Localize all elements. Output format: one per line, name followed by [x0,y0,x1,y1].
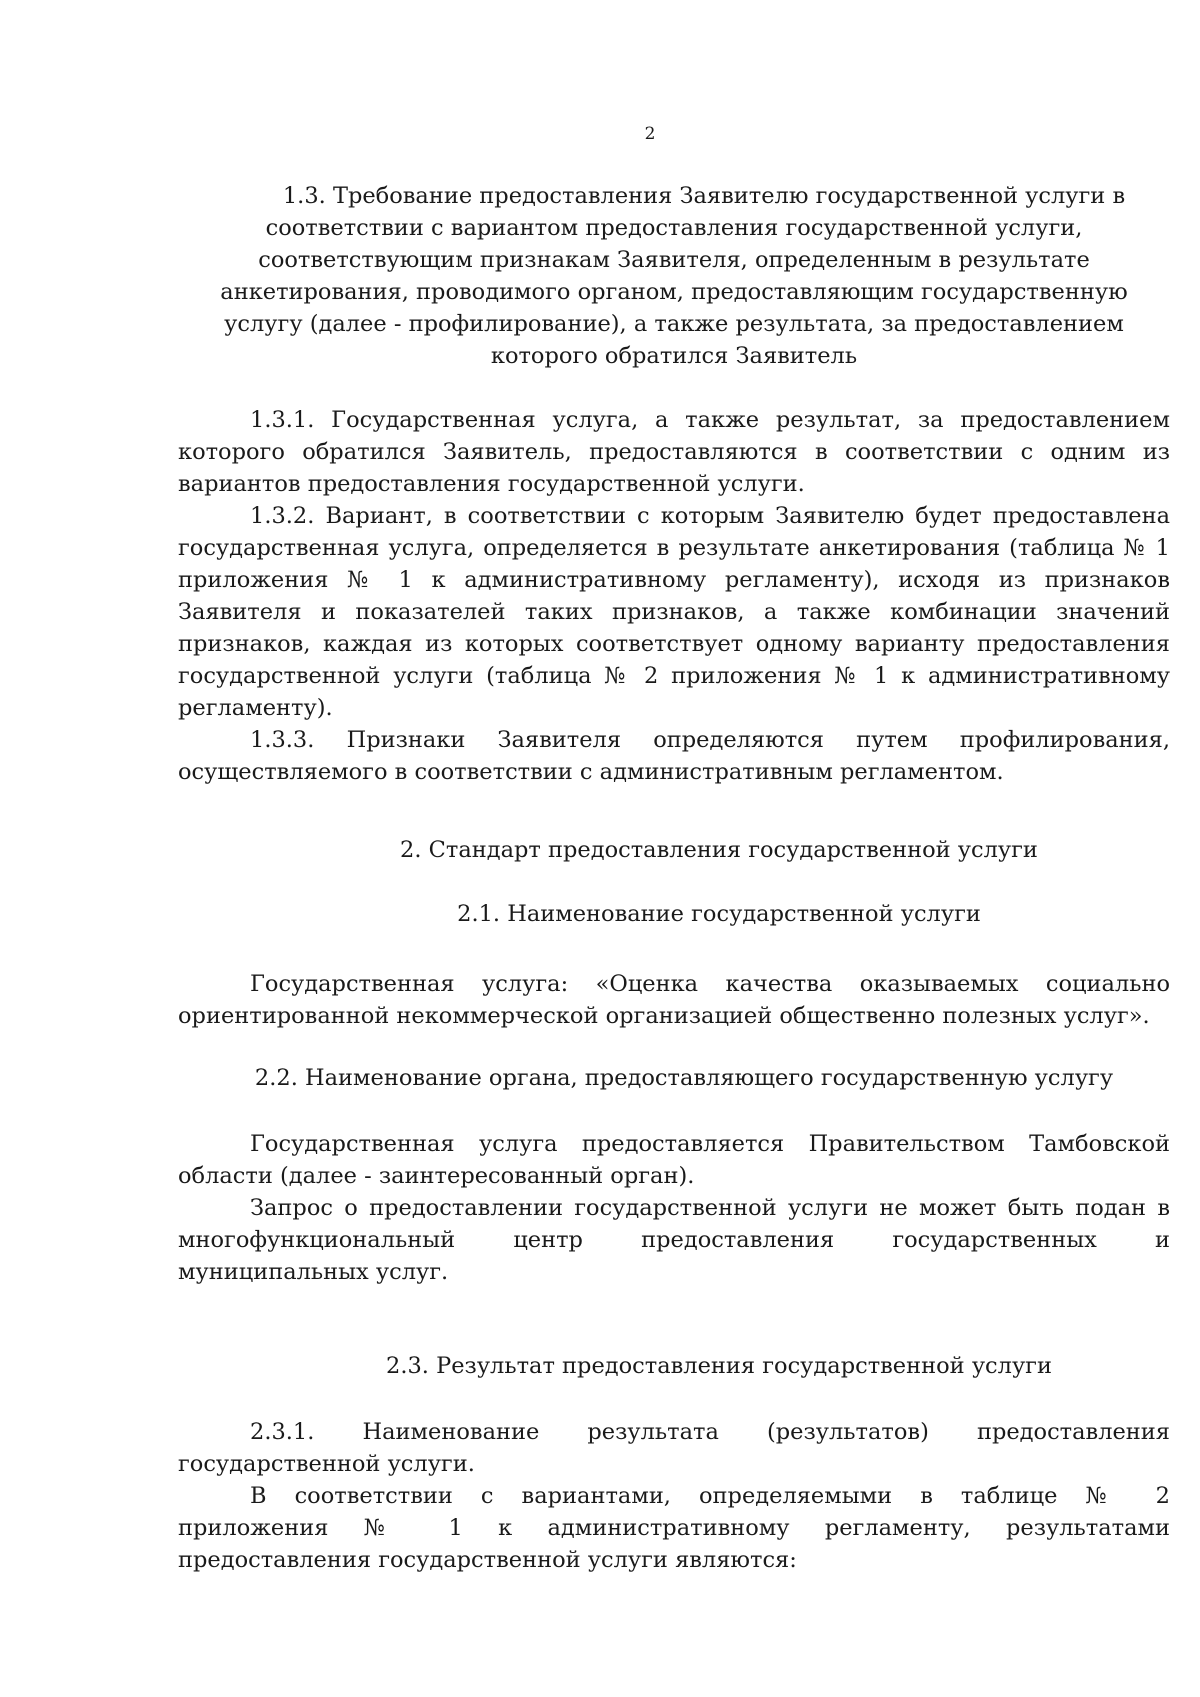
heading-line: услугу (далее - профилирование), а также результата, за предоставлением [224,311,1124,337]
text-line: государственная услуга, определяется в результате анкетирования (таблица № 1 [178,535,1170,561]
document-body [178,180,1170,1576]
text-line: В соответствии с вариантами, определяемыми в таблице № 2 [250,1483,1170,1509]
paragraph-1-3-2 [178,500,1170,724]
paragraph-1-3-3 [178,724,1170,788]
section-2-3-title: 2.3. Результат предоставления государственной услуги [386,1353,1052,1379]
text-line: приложения № 1 к административному регламенту), исходя из признаков [178,567,1170,593]
text-line: которого обратился Заявитель, предоставляются в соответствии с одним из [178,439,1170,465]
heading-line: соответствующим признакам Заявителя, определенным в результате [258,247,1090,273]
text-line: предоставления государственной услуги являются: [178,1547,797,1573]
heading-line: которого обратился Заявитель [490,343,858,369]
heading-line: 1.3. Требование предоставления Заявителю государственной услуги в [282,183,1126,209]
section-2-title: 2. Стандарт предоставления государственной услуги [400,837,1038,863]
text-line: области (далее - заинтересованный орган). [178,1163,695,1189]
text-line: регламенту). [178,695,333,721]
paragraph-2-1 [178,968,1170,1032]
text-line: ориентированной некоммерческой организацией общественно полезных услуг». [178,1003,1150,1029]
text-line: осуществляемого в соответствии с административным регламентом. [178,759,1004,785]
text-line: признаков, каждая из которых соответствует одному варианту предоставления [178,631,1170,657]
text-line: 1.3.1. Государственная услуга, а также результат, за предоставлением [250,407,1170,433]
text-line: Государственная услуга предоставляется Правительством Тамбовской [250,1131,1170,1157]
paragraph-2-2-2 [178,1192,1170,1288]
text-line: 1.3.3. Признаки Заявителя определяются путем профилирования, [250,727,1170,753]
text-line: муниципальных услуг. [178,1259,449,1285]
text-line: Запрос о предоставлении государственной услуги не может быть подан в [250,1195,1170,1221]
paragraph-1-3-1 [178,404,1170,500]
text-line: государственной услуги (таблица № 2 приложения № 1 к административному [178,663,1170,689]
text-line: вариантов предоставления государственной услуги. [178,471,805,497]
section-1-3-heading [178,180,1170,372]
paragraph-2-2-1 [178,1128,1170,1192]
paragraph-2-3-2 [178,1480,1170,1576]
text-line: Заявителя и показателей таких признаков, а также комбинации значений [178,599,1170,625]
page-number: 2 [644,124,656,144]
heading-line: соответствии с вариантом предоставления государственной услуги, [265,215,1083,241]
heading-line: анкетирования, проводимого органом, предоставляющим государственную [220,279,1128,305]
section-2-1-title: 2.1. Наименование государственной услуги [457,901,981,927]
text-line: приложения № 1 к административному регламенту, результатами [178,1515,1170,1541]
text-line: государственной услуги. [178,1451,475,1477]
text-line: Государственная услуга: «Оценка качества оказываемых социально [250,971,1170,997]
text-line: 2.3.1. Наименование результата (результатов) предоставления [250,1419,1170,1445]
text-line: 1.3.2. Вариант, в соответствии с которым Заявителю будет предоставлена [250,503,1170,529]
paragraph-2-3-1 [178,1416,1170,1480]
text-line: многофункциональный центр предоставления государственных и [178,1227,1170,1253]
section-2-2-title: 2.2. Наименование органа, предоставляющего государственную услугу [254,1065,1114,1091]
